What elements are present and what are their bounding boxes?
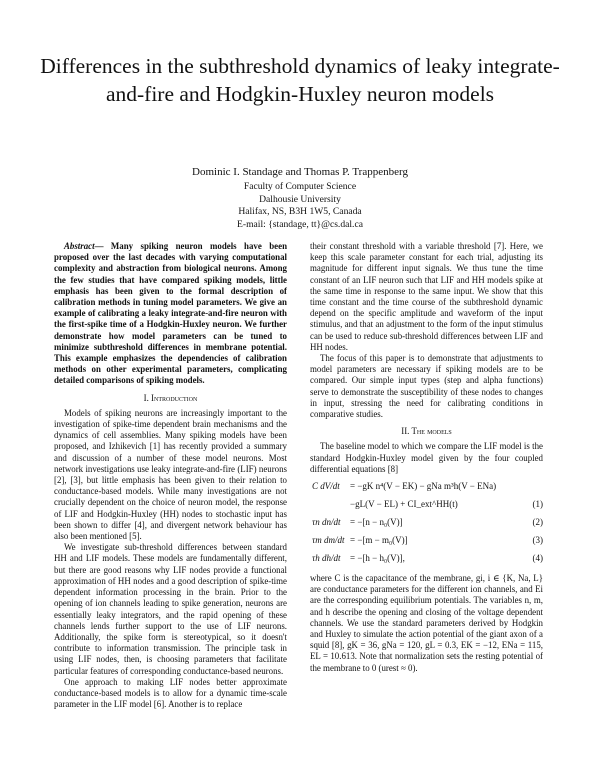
section-heading-models: II. The models <box>401 426 452 437</box>
equation-lhs: τn dn/dt <box>312 517 341 528</box>
equation-block <box>310 479 543 569</box>
affiliation-line: Dalhousie University <box>259 193 341 205</box>
equation-lhs: τh dh/dt <box>312 553 341 564</box>
affiliation-email: E-mail: {standage, tt}@cs.dal.ca <box>237 218 363 230</box>
equation-rhs: = −[m − m₀(V)] <box>350 535 408 546</box>
paragraph: The focus of this paper is to demonstrate that adjustments to model parameters are necessary if spiking models are to be compared. Our simple input types (step and alpha functions) serve to demonstrate the susceptibility of these nodes to changes in input, stressing the need for calibrating conditions in comparative studies. <box>310 353 543 420</box>
equation-rhs: −gL(V − EL) + CI_ext^HH(t) <box>350 499 458 510</box>
paragraph: their constant threshold with a variable threshold [7]. Here, we keep this scale parameter constant for each trial, adjusting its magnitude for different input signals. We thus tune the time constant of an LIF neuron such that LIF and HH models spike at the same time in response to the same input. We show that this time constant and the time course of the subthreshold dynamic depend on the specific amplitude and waveform of the input stimulus, and that an adjustment to the form of the input stimulus can be used to reduce sub-threshold differences between LIF and HH nodes. <box>310 241 543 352</box>
equation-number: (1) <box>532 499 543 510</box>
equation-lhs: τm dm/dt <box>312 535 345 546</box>
paragraph: One approach to making LIF nodes better approximate conductance-based models is to allow for a dynamic time-scale parameter in the LIF model [6]. Another is to replace <box>54 676 287 710</box>
authors: Dominic I. Standage and Thomas P. Trappenberg <box>192 166 408 178</box>
paragraph: where C is the capacitance of the membrane, gi, i ∈ {K, Na, L} are conductance parameters for the different ion channels, and Ei are the corresponding equilibrium potentials. The variables n, m, and h describe the opening and closing of the voltage dependent channels. We use the standard parameters derived by Hodgkin and Huxley to simulate the action potential of the giant axon of a squid [8], gK = 36, gNa = 120, gL = 0.3, EK = −12, ENa = 115, EL = 10.613. Note that normalization sets the resting potential of the membrane to 0 (urest ≈ 0). <box>310 573 543 673</box>
equation-rhs: = −[h − h₀(V)], <box>350 553 405 564</box>
right-column <box>310 241 543 674</box>
paper-title: Differences in the subthreshold dynamics of leaky integrate-and-fire and Hodgkin-Huxley neuron models <box>40 54 560 106</box>
equation-number: (3) <box>532 535 543 546</box>
abstract-label: Abstract <box>64 241 95 251</box>
section-heading-introduction: I. Introduction <box>143 392 198 403</box>
paragraph: Models of spiking neurons are increasingly important to the investigation of spike-time dependent brain mechanisms and the dynamics of cell assemblies. Many spiking models have been proposed, and Izhikevich [1] has recently provided a summary and discussion of a number of these model neurons. Most network investigations use leaky integrate-and-fire (LIF) neurons [2], [3], but little emphasis has been given to their relation to conductance-based models. While many investigations are not crucially dependent on the choice of neuron model, the response of LIF and Hodgkin-Huxley (HH) nodes to stochastic input has been shown to differ [4], and divergent network behaviour has also been mentioned [5]. <box>54 407 287 542</box>
equation-number: (4) <box>532 553 543 564</box>
abstract <box>54 241 287 387</box>
equation <box>310 479 543 497</box>
left-column <box>54 241 287 710</box>
equation <box>310 515 543 533</box>
equation-number: (2) <box>532 517 543 528</box>
equation-rhs: = −gK n⁴(V − EK) − gNa m³h(V − ENa) <box>350 481 497 492</box>
paragraph: We investigate sub-threshold differences between standard HH and LIF models. These models are fundamentally different, but there are good reasons why LIF nodes provide a functional approximation of HH nodes and a good description of spike-time dependent information processing in the brain. Prior to the opening of ion channels leading to spike generation, neurons are essentially leaky integrators, and the rapid opening of these channels lends further support to the use of LIF neurons. Additionally, the spike form is stereotypical, so it doesn't contribute to information transmission. The principle task in using LIF nodes, then, is choosing parameters that facilitate particular features of corresponding conductance-based neurons. <box>54 542 287 676</box>
affiliation-line: Halifax, NS, B3H 1W5, Canada <box>238 206 362 217</box>
equation <box>310 551 543 569</box>
equation-rhs: = −[n − n₀(V)] <box>350 517 403 528</box>
abstract-text: — Many spiking neuron models have been proposed over the last decades with varying computational complexity and abstraction from biological neurons. Among the few studies that have compared spiking models, little emphasis has been given to the formal description of calibration methods in tuning model parameters. We give an example of calibrating a leaky integrate-and-fire neuron with the first-spike time of a Hodgkin-Huxley neuron. We further demonstrate how model parameters can be tuned to minimize subthreshold differences in membrane potential. This example emphasizes the dependencies of calibration methods on other experimental parameters, complicating detailed comparisons of spiking models. <box>54 241 287 386</box>
equation-lhs: C dV/dt <box>312 481 340 492</box>
paragraph: The baseline model to which we compare the LIF model is the standard Hodgkin-Huxley model given by the four coupled differential equations [8] <box>310 441 543 474</box>
equation <box>310 533 543 551</box>
affiliation-line: Faculty of Computer Science <box>243 181 357 192</box>
affiliation <box>40 181 560 231</box>
equation <box>310 497 543 515</box>
